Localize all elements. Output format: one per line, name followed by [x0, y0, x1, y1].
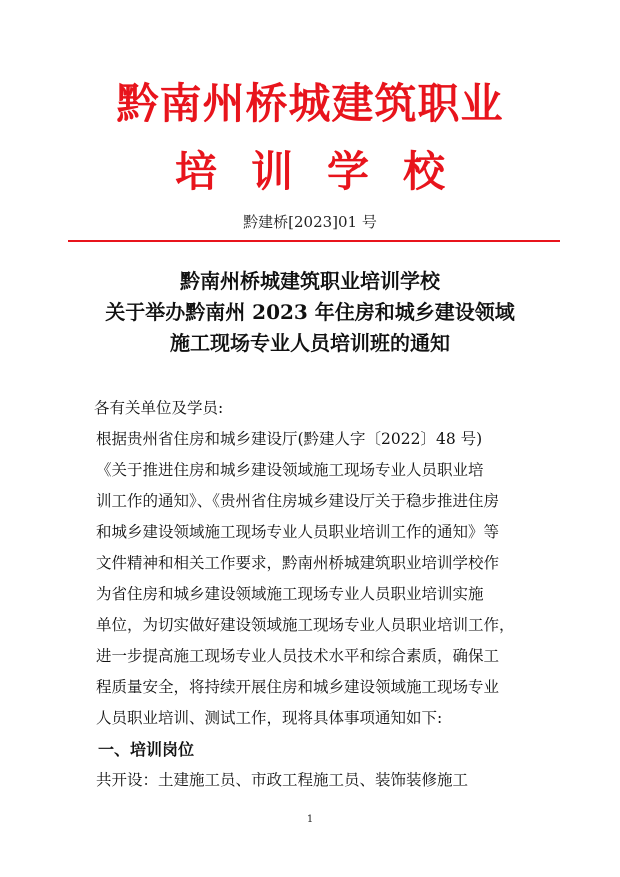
body-line: 程质量安全，将持续开展住房和城乡建设领域施工现场专业: [96, 678, 500, 696]
body-line: 训工作的通知》、《贵州省住房城乡建设厅关于稳步推进住房: [96, 492, 500, 510]
notice-title-line-1: 黔南州桥城建筑职业培训学校: [180, 269, 440, 293]
body-line: 和城乡建设领域施工现场专业人员职业培训工作的通知》等: [96, 523, 500, 541]
section-body-line: 共开设：土建施工员、市政工程施工员、装饰装修施工: [96, 771, 469, 789]
red-divider-line: [68, 240, 560, 242]
body-line: 进一步提高施工现场专业人员技术水平和综合素质，确保工: [96, 647, 500, 665]
salutation: 各有关单位及学员:: [94, 399, 224, 417]
body-line: 人员职业培训、测试工作，现将具体事项通知如下:: [96, 709, 443, 727]
notice-title-line-2: 关于举办黔南州 2023 年住房和城乡建设领域: [105, 300, 515, 324]
body-line: 根据贵州省住房和城乡建设厅(黔建人字〔2022〕48 号): [96, 430, 483, 448]
section-heading: 一、培训岗位: [98, 740, 195, 759]
school-type-header: 培训学校: [174, 147, 479, 196]
body-line: 文件精神和相关工作要求，黔南州桥城建筑职业培训学校作: [96, 554, 500, 572]
document-number: 黔建桥[2023]01 号: [243, 213, 377, 231]
page-number: 1: [306, 814, 314, 825]
notice-title-line-3: 施工现场专业人员培训班的通知: [170, 331, 450, 355]
body-line: 单位，为切实做好建设领域施工现场专业人员职业培训工作，: [96, 616, 515, 634]
school-name-header: 黔南州桥城建筑职业: [116, 79, 504, 128]
body-line: 《关于推进住房和城乡建设领域施工现场专业人员职业培: [96, 461, 484, 479]
body-line: 为省住房和城乡建设领域施工现场专业人员职业培训实施: [96, 585, 484, 603]
